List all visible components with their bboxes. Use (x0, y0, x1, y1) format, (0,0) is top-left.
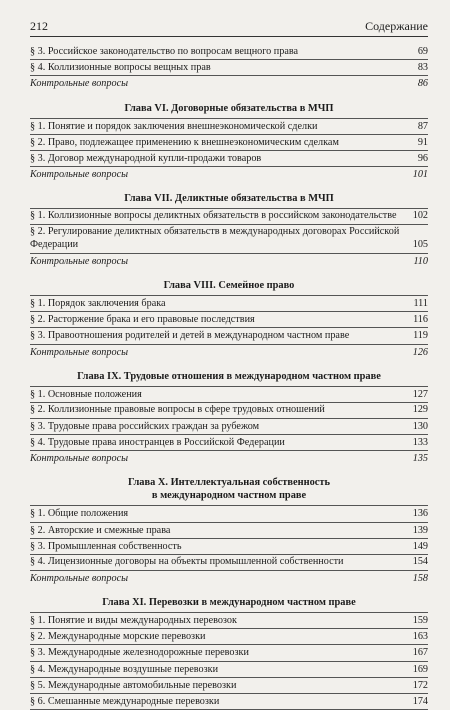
toc-entry-review-questions: Контрольные вопросы 101 (30, 167, 428, 182)
page-ref: 169 (412, 663, 428, 675)
page-ref: 136 (412, 508, 428, 520)
toc-entry: § 2. Расторжение брака и его правовые последствия 116 (30, 312, 428, 328)
page-ref: 69 (417, 46, 428, 57)
page-ref: 139 (412, 524, 428, 536)
section-title: Содержание (365, 19, 428, 33)
toc-entry: § 5. Международные автомобильные перевозки 172 (30, 678, 428, 694)
page-ref: 174 (412, 696, 428, 708)
chapter-heading: Глава IX. Трудовые отношения в международном частном праве (30, 370, 428, 387)
chapter-heading-line: в международном частном праве (151, 490, 307, 502)
toc-entry: § 4. Международные воздушные перевозки 169 (30, 662, 428, 678)
toc-entry: § 2. Авторские и смежные права 139 (30, 523, 428, 539)
table-of-contents (30, 44, 428, 710)
toc-entry: § 1. Порядок заключения брака 111 (30, 296, 428, 312)
page-ref: 96 (417, 153, 428, 165)
page-ref: 172 (412, 679, 428, 691)
toc-entry-review-questions: Контрольные вопросы 158 (30, 571, 428, 586)
toc-entry: § 3. Договор международной купли-продажи товаров 96 (30, 151, 428, 167)
page-ref: 133 (412, 437, 428, 449)
page-ref: 111 (413, 298, 428, 310)
toc-entry: § 1. Основные положения 127 (30, 387, 428, 403)
toc-entry: § 4. Лицензионные договоры на объекты промышленной собственности 154 (30, 555, 428, 571)
page-number: 212 (30, 19, 48, 33)
page-ref: 110 (413, 255, 428, 267)
page-ref: 101 (412, 169, 428, 181)
page-header (30, 14, 428, 34)
toc-entry: § 6. Смешанные международные перевозки 174 (30, 694, 428, 710)
page-ref: 119 (413, 330, 428, 342)
chapter-heading-line: Глава X. Интеллектуальная собственность (128, 477, 330, 489)
toc-entry: § 3. Промышленная собственность 149 (30, 539, 428, 555)
page-ref: 127 (412, 388, 428, 400)
page-ref: 86 (417, 78, 428, 90)
page-ref: 129 (412, 404, 428, 416)
toc-entry: § 1. Коллизионные вопросы деликтных обязательств в российском законодательстве 102 (30, 209, 428, 225)
page-ref: 135 (412, 453, 428, 465)
toc-entry-review-questions: Контрольные вопросы 126 (30, 345, 428, 360)
page-ref: 163 (412, 631, 428, 643)
toc-entry: § 3. Трудовые права российских граждан за рубежом 130 (30, 419, 428, 435)
page-ref: 167 (412, 647, 428, 659)
page-ref: 130 (412, 420, 428, 432)
page-ref: 87 (417, 120, 428, 132)
toc-entry-review-questions: Контрольные вопросы 110 (30, 254, 428, 269)
chapter-heading: Глава VIII. Семейное право (30, 279, 428, 296)
page-ref: 102 (412, 210, 428, 222)
toc-entry: § 2. Регулирование деликтных обязательств в международных договорах Российской Федерации 105 (30, 225, 428, 254)
toc-entry: § 1. Понятие и виды международных перевозок 159 (30, 613, 428, 629)
toc-entry: § 2. Право, подлежащее применению к внешнеэкономическим сделкам 91 (30, 135, 428, 151)
toc-entry: § 4. Трудовые права иностранцев в Российской Федерации 133 (30, 435, 428, 451)
page-ref: 116 (413, 314, 428, 326)
page-ref: 158 (412, 572, 428, 584)
page-ref: 126 (412, 346, 428, 358)
toc-entry: § 4. Коллизионные вопросы вещных прав 83 (30, 60, 428, 76)
toc-entry: § 2. Международные морские перевозки 163 (30, 629, 428, 645)
page-ref: 159 (412, 615, 428, 627)
toc-entry: § 1. Понятие и порядок заключения внешнеэкономической сделки 87 (30, 119, 428, 135)
chapter-heading: Глава VII. Деликтные обязательства в МЧП (30, 192, 428, 209)
chapter-heading: Глава XI. Перевозки в международном частном праве (30, 596, 428, 613)
toc-entry: § 1. Общие положения 136 (30, 506, 428, 522)
toc-entry: § 3. Российское законодательство по вопросам вещного права 69 (30, 44, 428, 60)
toc-entry: § 3. Правоотношения родителей и детей в международном частном праве 119 (30, 328, 428, 344)
page-ref: 149 (412, 540, 428, 552)
toc-entry-review-questions: Контрольные вопросы 135 (30, 451, 428, 466)
chapter-heading: Глава VI. Договорные обязательства в МЧП (30, 102, 428, 119)
header-rule (30, 36, 428, 37)
page-ref: 91 (417, 136, 428, 148)
toc-entry: § 3. Международные железнодорожные перевозки 167 (30, 645, 428, 661)
page-ref: 154 (412, 556, 428, 568)
chapter-heading (30, 476, 428, 506)
page-ref: 83 (417, 62, 428, 74)
toc-entry: § 2. Коллизионные правовые вопросы в сфере трудовых отношений 129 (30, 403, 428, 419)
page-ref: 105 (412, 239, 428, 251)
toc-entry-review-questions: Контрольные вопросы 86 (30, 76, 428, 91)
